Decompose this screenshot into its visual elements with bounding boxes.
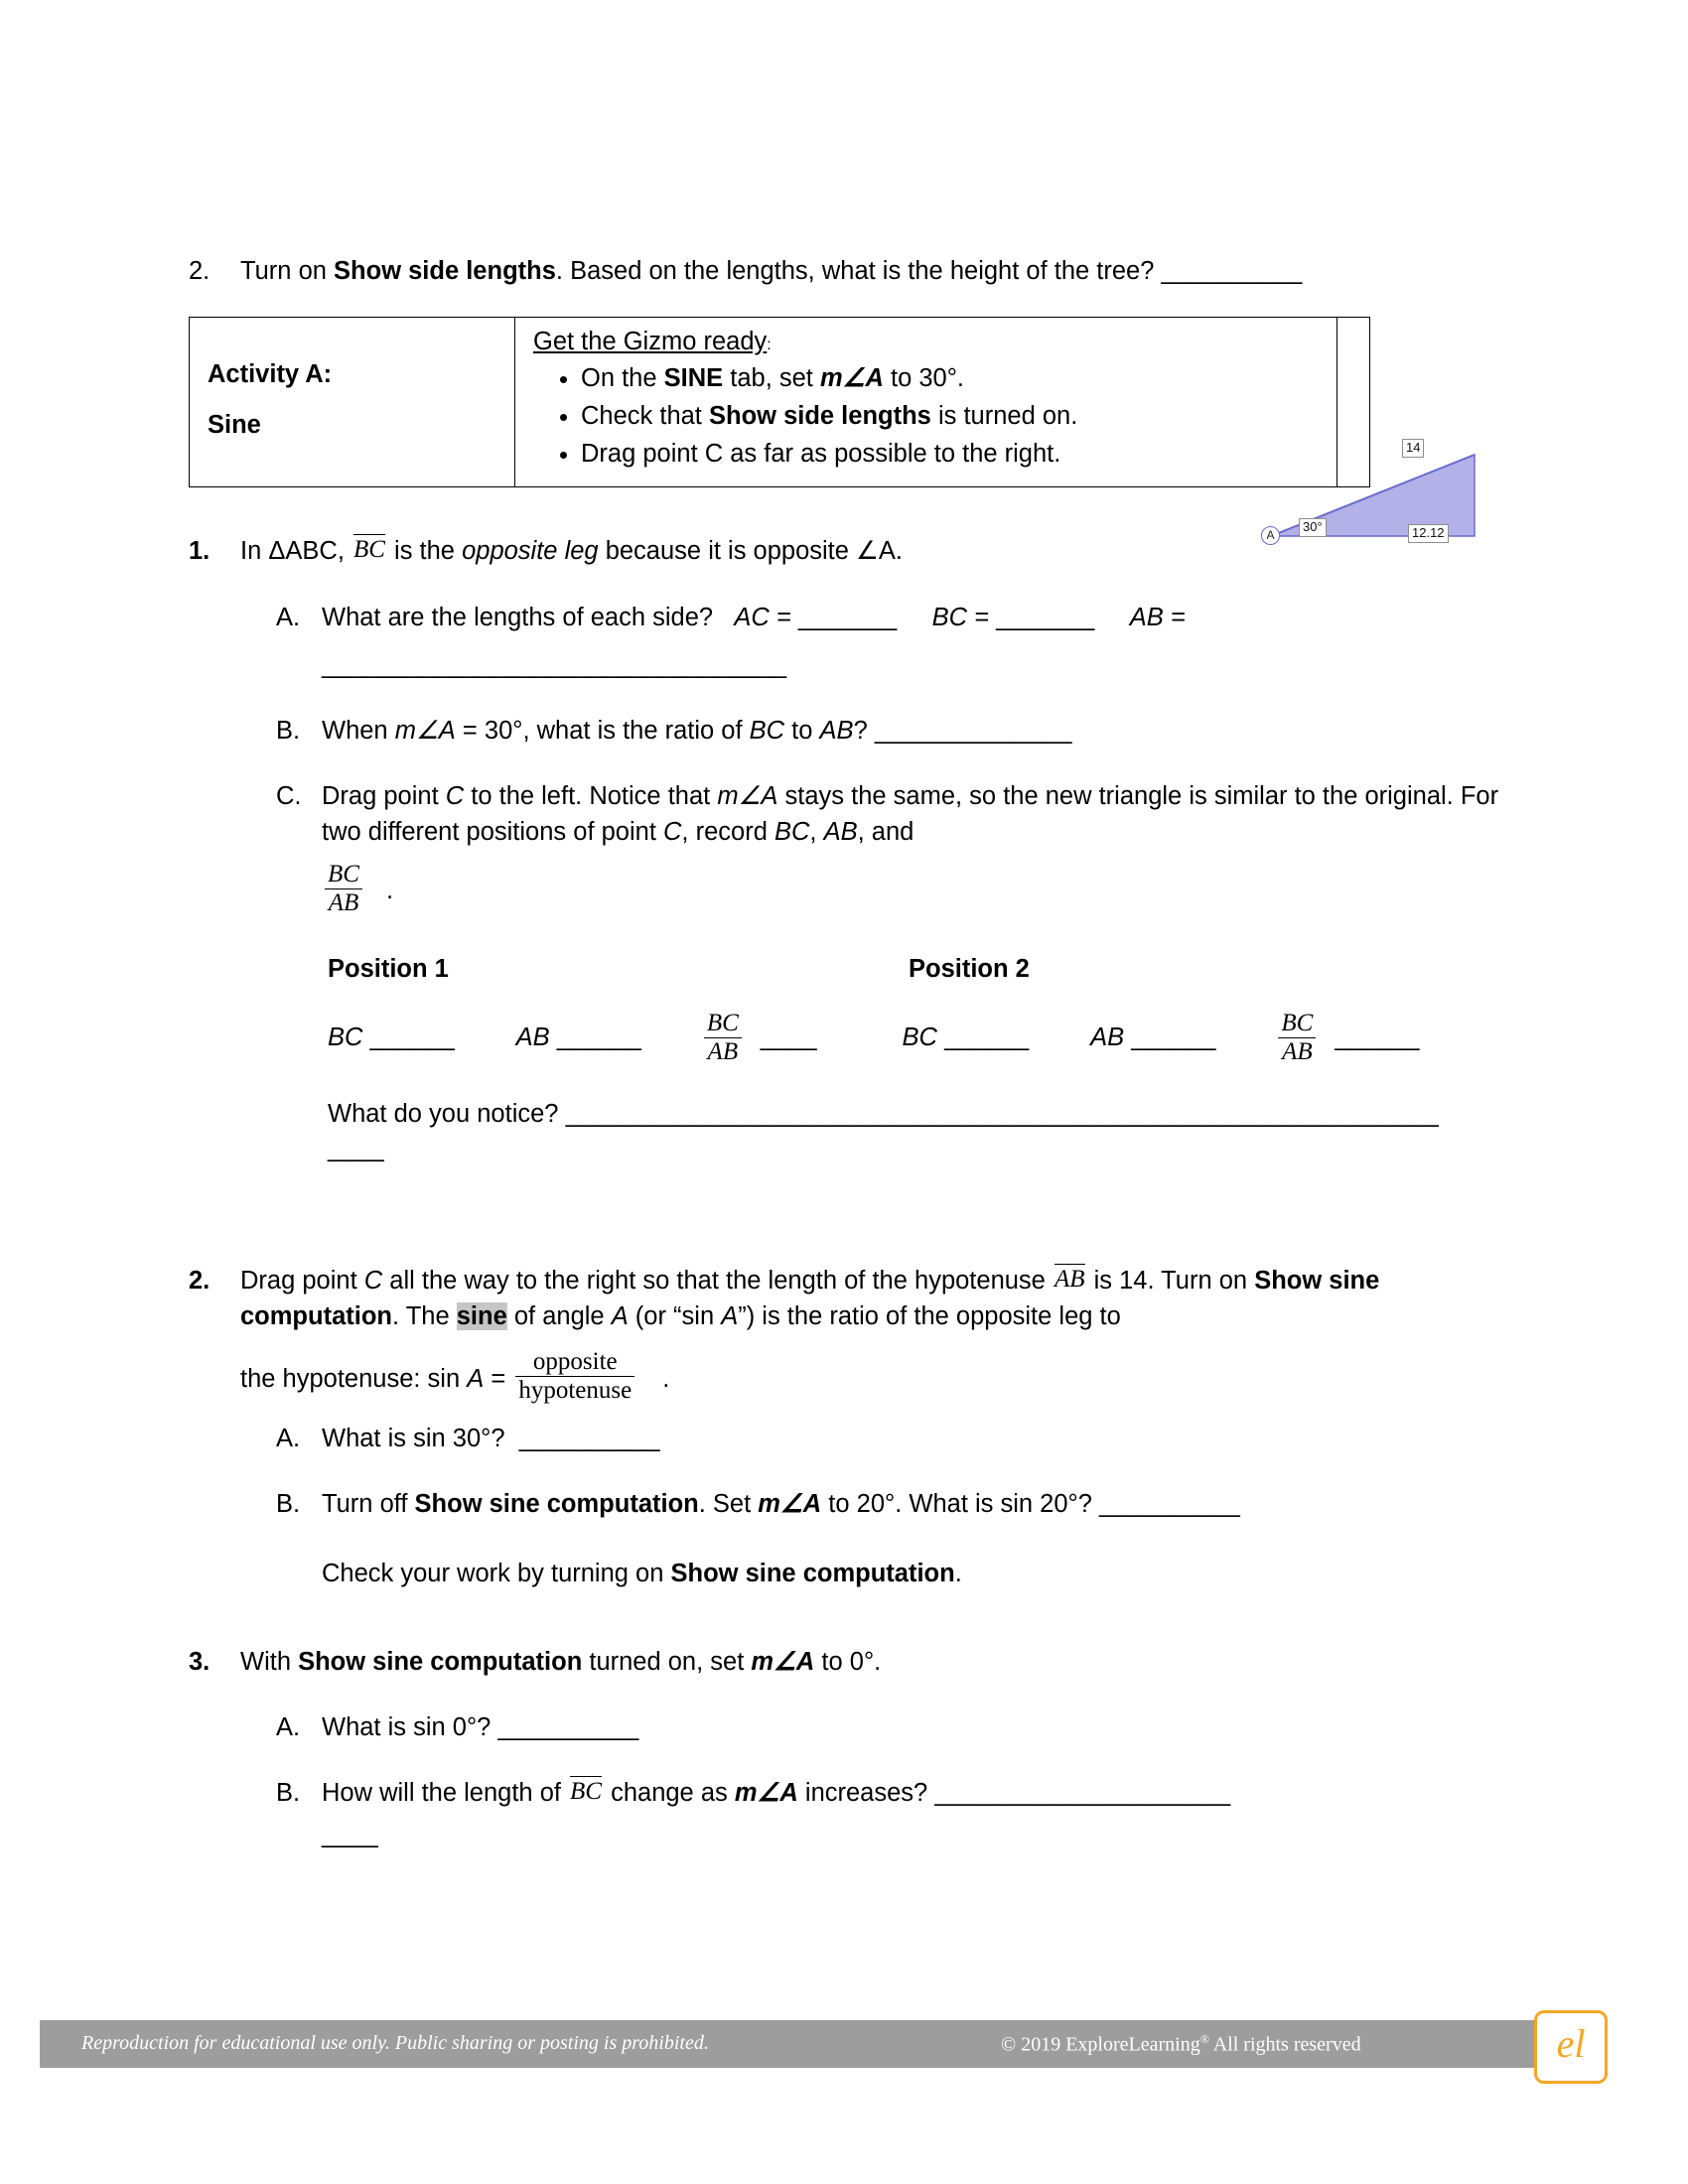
question-1b-text [322, 713, 1499, 749]
bullet2-mid: is turned on. [930, 401, 1078, 430]
question-2-number: 2. [189, 1266, 211, 1295]
question-3-number: 3. [189, 1647, 211, 1676]
q1c-line2-mid: , record [681, 818, 774, 847]
q1c-line1-post: stays the same, so the new triangle is [777, 782, 1207, 811]
q2b-check-bold: Show sine computation [670, 1560, 955, 1588]
p1-ratio-blank[interactable]: ____ [760, 1023, 817, 1051]
q2b-blank[interactable]: __________ [1099, 1490, 1240, 1519]
question-2a [189, 1421, 1499, 1456]
question-3a-text [322, 1709, 1499, 1745]
activity-title: Activity A: [208, 360, 333, 389]
footer-copyright [1001, 2032, 1361, 2057]
question-3-text [240, 1644, 1499, 1680]
notice-line-2 [189, 1135, 1499, 1163]
list-item [581, 360, 1323, 397]
q2-highlight-sine: sine [456, 1301, 507, 1330]
question-3a [189, 1709, 1499, 1745]
q2-line1-it: C [363, 1266, 383, 1295]
q3-bold1: Show sine computation [298, 1647, 583, 1676]
activity-title-cell [190, 318, 515, 487]
question-2b-text [322, 1486, 1499, 1591]
q1b-it3: AB [819, 716, 854, 745]
gizmo-instruction-list [533, 360, 1323, 472]
p2-fraction [1278, 1010, 1316, 1066]
bullet1-bold1: SINE [663, 364, 724, 393]
question-2a-letter: A. [276, 1424, 301, 1452]
q1b-it1: m∠A [394, 716, 456, 745]
position-2-values [903, 1010, 1420, 1066]
question-1b-letter: B. [276, 716, 301, 745]
position-1-values [328, 1010, 817, 1066]
p2-bc-label: BC [902, 1023, 937, 1051]
question-1a-letter: A. [276, 603, 301, 631]
question-top-text [240, 253, 1499, 289]
q3-post: to 0°. [814, 1647, 882, 1676]
p1-fraction-numerator: BC [704, 1010, 742, 1038]
q1c-line2-mid2: , [809, 818, 824, 847]
gizmo-ready-colon: : [767, 337, 772, 354]
angle-measure-label: 30° [1299, 518, 1327, 537]
q1a-prompt: What are the lengths of each side? [322, 603, 714, 631]
q1c-line2-pre: similar to the original. For two different positions of point [322, 782, 1499, 847]
question-3 [189, 1644, 1499, 1680]
q1b-mid2: to [784, 716, 820, 745]
p1-bc-blank[interactable]: ______ [369, 1023, 455, 1051]
q2b-bi1: m∠A [758, 1490, 822, 1519]
q2-bold-show-sine: Show sine computation [240, 1266, 1380, 1330]
fraction-denominator: AB [328, 888, 359, 916]
question-3b-text [322, 1775, 1499, 1852]
q2a-prompt: What is sin 30°? [322, 1424, 505, 1452]
notice-prompt: What do you notice? [328, 1099, 559, 1128]
bullet2-bold1: Show side lengths [708, 401, 931, 430]
triangle-figure [1261, 397, 1489, 551]
footer-notice: Reproduction for educational use only. Public sharing or posting is prohibited. [81, 2032, 709, 2054]
q1c-line2-it3: AB [823, 818, 858, 847]
q2-line1-pre: Drag point [240, 1266, 364, 1295]
q3b-pre: How will the length of [322, 1779, 569, 1807]
positions-values-row [189, 1010, 1499, 1066]
question-2-text [240, 1263, 1499, 1405]
list-item [581, 398, 1323, 435]
fraction-opposite-hypotenuse [515, 1348, 634, 1405]
q3a-blank[interactable]: __________ [497, 1712, 639, 1741]
activity-table-row [190, 318, 1370, 487]
q3-mid: turned on, set [582, 1647, 752, 1676]
q2-line2-mid2: of angle [506, 1301, 612, 1330]
q2-line2-mid: . The [392, 1301, 457, 1330]
question-1a-text [322, 600, 1499, 683]
p1-bc-label: BC [328, 1023, 363, 1051]
q1b-it2: BC [749, 716, 785, 745]
p1-fraction [704, 1010, 742, 1066]
p2-bc-blank[interactable]: ______ [944, 1023, 1030, 1051]
logo-mark: el [1556, 2021, 1586, 2066]
p2-fraction-denominator: AB [1282, 1037, 1313, 1065]
q2b-mid: . Set [698, 1490, 759, 1519]
bullet2-pre: Check that [581, 401, 709, 430]
question-top-bold1: Show side lengths [334, 257, 556, 285]
question-2 [189, 1263, 1499, 1405]
q3b-mid: change as [604, 1779, 735, 1807]
bullet1-mid: tab, set [723, 364, 820, 393]
question-top-part2: . Based on the lengths, what is the height of the tree? [555, 257, 1155, 285]
question-top [189, 253, 1499, 289]
q2-line2-it2: A [721, 1301, 739, 1330]
q2-line1-post: is 14. Turn on [1086, 1266, 1248, 1295]
q2-line2-it: A [611, 1301, 629, 1330]
gizmo-instructions-cell [515, 318, 1337, 487]
q2b-check-pre: Check your work by turning on [322, 1560, 671, 1588]
q1-post: because it is opposite ∠A. [598, 537, 903, 566]
q1b-pre: When [322, 716, 395, 745]
question-1b [189, 713, 1499, 749]
q3b-blank-line-2 [322, 1817, 1499, 1852]
q2b-check-line [322, 1556, 1499, 1591]
q2-line2-post: ”) is the ratio of the opposite leg to [738, 1301, 1121, 1330]
q3b-segment-bc: BC [570, 1778, 602, 1805]
bullet1-bold2: m∠A [819, 364, 884, 393]
p2-fraction-numerator: BC [1278, 1010, 1316, 1038]
q1a-ac-blank[interactable]: _______ [797, 603, 898, 631]
q1-mid: is the [386, 537, 463, 566]
q1-segment-bc: BC [353, 536, 385, 564]
question-2a-text [322, 1421, 1499, 1456]
q3a-prompt: What is sin 0°? [322, 1712, 492, 1741]
bullet1-post: to 30°. [883, 364, 965, 393]
footer-copyright-text: © 2019 ExploreLearning [1001, 2033, 1200, 2056]
q2-line3-eq: = [484, 1364, 513, 1393]
q2-line2-mid3: (or “sin [628, 1301, 722, 1330]
question-top-part1: Turn on [240, 257, 335, 285]
q1c-line1-it2: m∠A [717, 782, 778, 811]
notice-blank-2[interactable]: ____ [328, 1134, 384, 1162]
q3-bi1: m∠A [751, 1647, 815, 1676]
q1c-period: . [386, 877, 394, 905]
question-1c-letter: C. [276, 782, 302, 811]
notice-line [189, 1100, 1499, 1129]
base-length-label: 12.12 [1408, 524, 1449, 543]
question-2b-letter: B. [276, 1490, 301, 1519]
fraction-bc-ab [325, 861, 362, 917]
q1c-line1-pre: Drag point [322, 782, 446, 811]
point-a-label: A [1261, 526, 1280, 545]
q2b-mid2: to 20°. What is sin 20°? [821, 1490, 1092, 1519]
gizmo-ready-heading-wrap [533, 328, 1323, 356]
q2-sine-definition [240, 1348, 1499, 1405]
q1c-line2-post: , and [857, 818, 914, 847]
q2-line3-post: . [662, 1364, 670, 1393]
q3b-blank[interactable]: _____________________ [934, 1779, 1231, 1807]
hypotenuse-length-label: 14 [1402, 439, 1424, 458]
q1b-blank[interactable]: ______________ [874, 716, 1072, 745]
q3-pre: With [240, 1647, 299, 1676]
triangle-svg [1261, 397, 1489, 551]
notice-blank[interactable]: ______________________________________________________________ [565, 1099, 1439, 1128]
q1-pre: In ΔABC, [240, 537, 352, 566]
q2b-check-post: . [954, 1560, 962, 1588]
p2-ratio-blank[interactable]: ______ [1335, 1023, 1420, 1051]
p2-ab-label: AB [1090, 1023, 1125, 1051]
question-3b [189, 1775, 1499, 1852]
footer-rights-text: All rights reserved [1208, 2033, 1361, 2056]
activity-subtitle: Sine [208, 411, 261, 440]
q1b-mid: = 30°, what is the ratio of [455, 716, 750, 745]
page-footer [0, 2020, 1688, 2078]
q3b-post: increases? [797, 1779, 928, 1807]
q2-line3-pre: the hypotenuse: sin [240, 1364, 468, 1393]
q1b-post: ? [853, 716, 868, 745]
position-1-label: Position 1 [328, 954, 449, 983]
q1a-ab-label: AB = [1129, 603, 1186, 631]
question-3a-letter: A. [276, 1712, 301, 1741]
explorelearning-logo [1534, 2010, 1608, 2084]
q3b-blank-2[interactable]: ____ [322, 1821, 378, 1849]
q1a-bc-blank[interactable]: _______ [996, 603, 1095, 631]
list-item [581, 436, 1323, 473]
p2-ab-blank[interactable]: ______ [1131, 1023, 1216, 1051]
sine-fraction-denominator: hypotenuse [518, 1376, 633, 1404]
p1-ab-label: AB [515, 1023, 550, 1051]
q1c-fraction-line [322, 861, 1499, 917]
p1-ab-blank[interactable]: ______ [556, 1023, 641, 1051]
q2-line3-it: A [467, 1364, 485, 1393]
activity-table [189, 317, 1370, 487]
question-top-blank[interactable]: __________ [1161, 257, 1303, 285]
question-top-number: 2. [189, 257, 211, 285]
question-3b-letter: B. [276, 1779, 301, 1807]
sine-fraction-numerator: opposite [515, 1348, 634, 1377]
q2-segment-ab: AB [1054, 1265, 1085, 1293]
question-2b [189, 1486, 1499, 1591]
q1c-line2-it: C [663, 818, 682, 847]
question-1-number: 1. [189, 537, 211, 566]
q1a-ab-blank[interactable]: _________________________________ [322, 650, 787, 679]
q3b-bi1: m∠A [734, 1779, 798, 1807]
q2-line1-mid: all the way to the right so that the length of the hypotenuse [382, 1266, 1053, 1295]
q1a-ab-blank-line [322, 647, 1499, 683]
gizmo-ready-heading: Get the Gizmo ready [533, 328, 768, 356]
bullet1-pre: On the [581, 364, 664, 393]
fraction-numerator: BC [325, 861, 362, 889]
positions-header-row [189, 955, 1499, 984]
q1c-line2-it2: BC [774, 818, 810, 847]
q1c-line1-it: C [445, 782, 465, 811]
q2b-bold1: Show sine computation [414, 1490, 699, 1519]
bullet3-pre: Drag point C as far as possible to the right. [581, 439, 1061, 468]
q1c-line1-mid: to the left. Notice that [464, 782, 718, 811]
question-1a [189, 600, 1499, 683]
q1a-ac-label: AC = [734, 603, 791, 631]
question-1c [189, 778, 1499, 916]
p1-fraction-denominator: AB [707, 1037, 739, 1065]
question-1c-text [322, 778, 1499, 916]
footer-registered-mark: ® [1199, 2032, 1209, 2046]
q1-italic: opposite leg [462, 537, 599, 566]
position-2-label: Position 2 [909, 954, 1030, 983]
q2b-pre: Turn off [322, 1490, 415, 1519]
q1a-bc-label: BC = [931, 603, 989, 631]
q2a-blank[interactable]: __________ [518, 1424, 660, 1452]
